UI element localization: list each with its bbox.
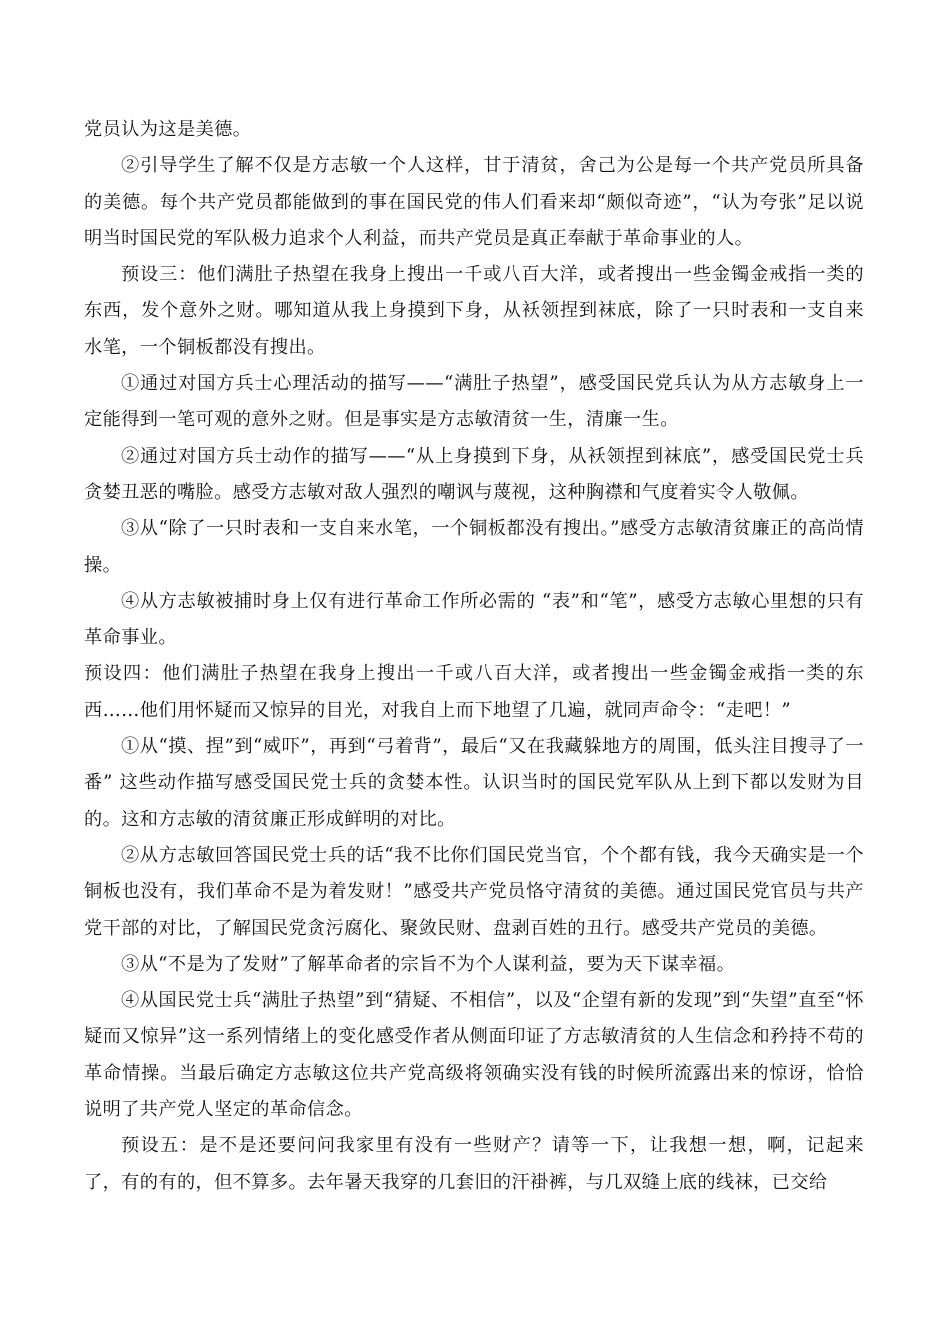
paragraph: 预设四：他们满肚子热望在我身上搜出一千或八百大洋，或者搜出一些金镯金戒指一类的东西……他们用怀疑而又惊异的目光，对我自上而下地望了几遍，就同声命令：“走吧！”	[84, 663, 864, 721]
paragraph: ④从国民党士兵“满肚子热望”到“猜疑、不相信”，以及“企望有新的发现”到“失望”直至“怀疑而又惊异”这一系列情绪上的变化感受作者从侧面印证了方志敏清贫的人生信念和矜持不苟的革命情操。当最后确定方志敏这位共产党高级将领确实没有钱的时候所流露出来的惊讶，恰恰说明了共产党人坚定的革命信念。	[84, 990, 864, 1121]
paragraph: ②引导学生了解不仅是方志敏一个人这样，甘于清贫，舍己为公是每一个共产党员所具备的美德。每个共产党员都能做到的事在国民党的伟人们看来却“颇似奇迹”，“认为夸张”足以说明当时国民党的军队极力追求个人利益，而共产党员是真正奉献于革命事业的人。	[84, 155, 864, 249]
paragraph: 预设五：是不是还要问问我家里有没有一些财产？请等一下，让我想一想，啊，记起来了，有的有的，但不算多。去年暑天我穿的几套旧的汗褂裤，与几双缝上底的线袜，已交给	[84, 1135, 864, 1193]
paragraph: ④从方志敏被捕时身上仅有进行革命工作所必需的 “表”和“笔”，感受方志敏心里想的只有革命事业。	[84, 590, 864, 649]
paragraph: ②从方志敏回答国民党士兵的话“我不比你们国民党当官，个个都有钱，我今天确实是一个铜板也没有，我们革命不是为着发财！”感受共产党员恪守清贫的美德。通过国民党官员与共产党干部的对比，了解国民党贪污腐化、聚敛民财、盘剥百姓的丑行。感受共产党员的美德。	[84, 844, 864, 939]
paragraph: 党员认为这是美德。	[84, 119, 252, 140]
document-page	[84, 112, 864, 1201]
paragraph: ③从“不是为了发财”了解革命者的宗旨不为个人谋利益，要为天下谋幸福。	[121, 953, 736, 975]
paragraph: ②通过对国方兵士动作的描写——“从上身摸到下身，从袄领捏到袜底”，感受国民党士兵贪婪丑恶的嘴脸。感受方志敏对敌人强烈的嘲讽与蔑视，这种胸襟和气度着实令人敬佩。	[84, 445, 864, 503]
paragraph: ①通过对国方兵士心理活动的描写——“满肚子热望”，感受国民党兵认为从方志敏身上一定能得到一笔可观的意外之财。但是事实是方志敏清贫一生，清廉一生。	[84, 373, 864, 431]
paragraph: 预设三：他们满肚子热望在我身上搜出一千或八百大洋，或者搜出一些金镯金戒指一类的东西，发个意外之财。哪知道从我上身摸到下身，从袄领捏到袜底，除了一只时表和一支自来水笔，一个铜板都没有搜出。	[84, 264, 864, 358]
paragraph: ③从“除了一只时表和一支自来水笔，一个铜板都没有搜出。”感受方志敏清贫廉正的高尚情操。	[84, 518, 864, 576]
paragraph: ①从“摸、捏”到“威吓”，再到“弓着背”，最后“又在我藏躲地方的周围，低头注目搜寻了一番” 这些动作描写感受国民党士兵的贪婪本性。认识当时的国民党军队从上到下都以发财为目的。这和方志敏的清贫廉正形成鲜明的对比。	[84, 736, 864, 830]
